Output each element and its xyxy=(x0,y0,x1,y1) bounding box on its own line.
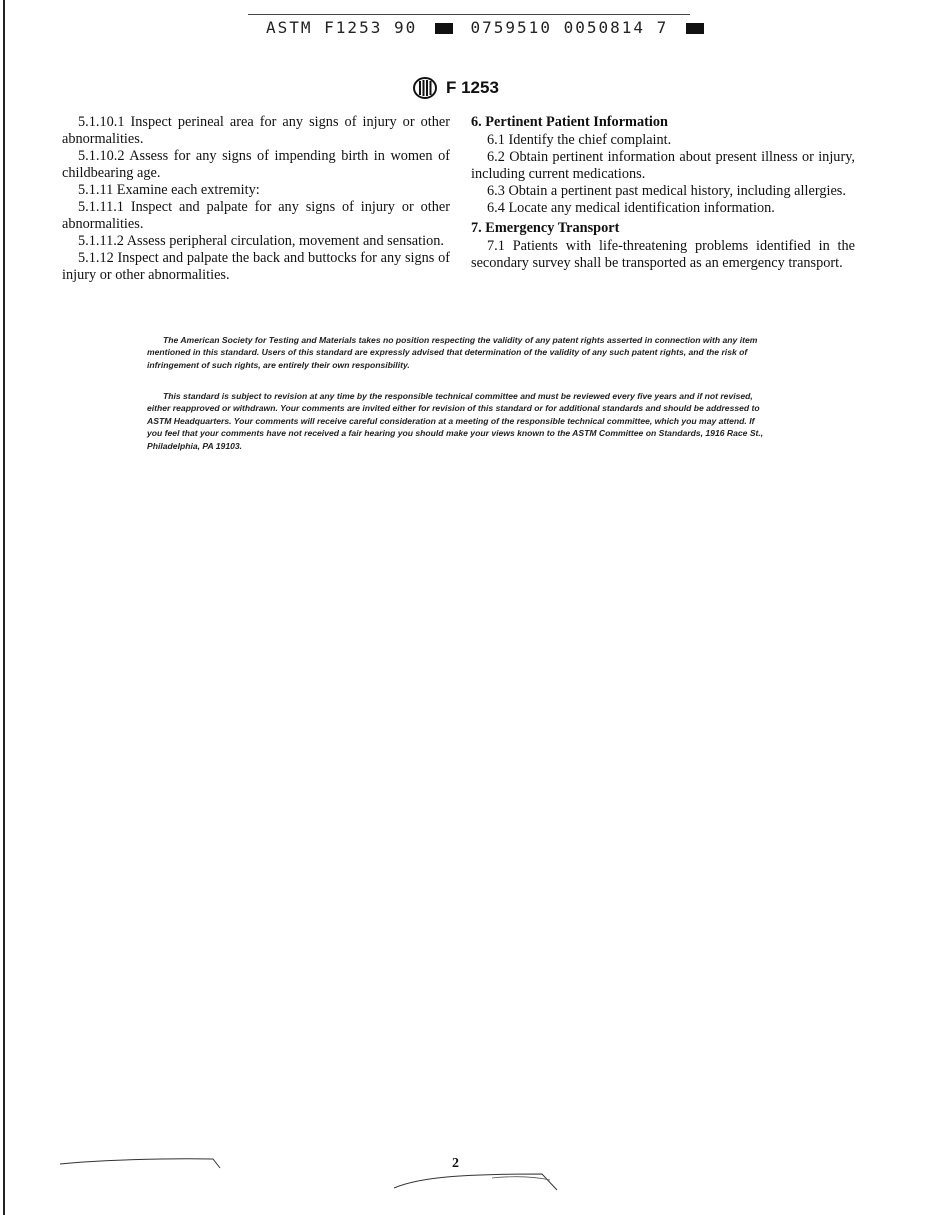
patent-notice: The American Society for Testing and Materials takes no position respecting the validity of any patent rights asserted in connection with any item mentioned in this standard. Users of this standard are expressly advised that determination of the validity of any such patent rights, and the risk of infringement of such rights, are entirely their own responsibility. xyxy=(147,335,758,370)
scan-stray-mark xyxy=(392,1168,562,1194)
paragraph-7-1: 7.1 Patients with life-threatening problems identified in the secondary survey shall be transported as an emergency transport. xyxy=(471,238,855,271)
document-header xyxy=(412,76,499,100)
paragraph-5-1-10-1: 5.1.10.1 Inspect perineal area for any signs of injury or other abnormalities. xyxy=(62,114,450,147)
paragraph-6-2: 6.2 Obtain pertinent information about present illness or injury, including current medications. xyxy=(471,149,855,182)
scan-top-rule xyxy=(248,14,690,15)
right-column xyxy=(471,114,855,272)
paragraph-6-4: 6.4 Locate any medical identification information. xyxy=(487,200,775,216)
black-block-icon xyxy=(435,23,453,34)
revision-notice: This standard is subject to revision at any time by the responsible technical committee and must be reviewed every five years and if not revised, either reapproved or withdrawn. Your comments are invited either for revision of this standard or for additional standards and should be addressed to ASTM Headquarters. Your comments will receive careful consideration at a meeting of the responsible technical committee, which you may attend. If you feel that your comments have not received a fair hearing you should make your views known to the ASTM Committee on Standards, 1916 Race St., Philadelphia, PA 19103. xyxy=(147,391,764,451)
scan-code-right: 0759510 0050814 7 xyxy=(470,18,669,37)
astm-logo-icon xyxy=(412,77,438,99)
scan-header xyxy=(266,18,686,38)
document-designation: F 1253 xyxy=(446,78,499,97)
paragraph-5-1-11: 5.1.11 Examine each extremity: xyxy=(78,182,260,198)
left-column xyxy=(62,114,450,284)
scan-code-left: ASTM F1253 90 xyxy=(266,18,418,37)
paragraph-6-1: 6.1 Identify the chief complaint. xyxy=(487,132,672,148)
section-6-heading: 6. Pertinent Patient Information xyxy=(471,114,668,130)
paragraph-5-1-10-2: 5.1.10.2 Assess for any signs of impending birth in women of childbearing age. xyxy=(62,148,450,181)
black-block-icon xyxy=(686,23,704,34)
scan-edge-line xyxy=(3,0,5,1215)
page-number: 2 xyxy=(452,1156,459,1171)
paragraph-6-3: 6.3 Obtain a pertinent past medical history, including allergies. xyxy=(487,183,846,199)
paragraph-5-1-12: 5.1.12 Inspect and palpate the back and buttocks for any signs of injury or other abnormalities. xyxy=(62,250,450,283)
scan-stray-mark xyxy=(58,1150,228,1172)
section-7-heading: 7. Emergency Transport xyxy=(471,220,620,236)
paragraph-5-1-11-1: 5.1.11.1 Inspect and palpate for any signs of injury or other abnormalities. xyxy=(62,199,450,232)
paragraph-5-1-11-2: 5.1.11.2 Assess peripheral circulation, movement and sensation. xyxy=(78,233,444,249)
